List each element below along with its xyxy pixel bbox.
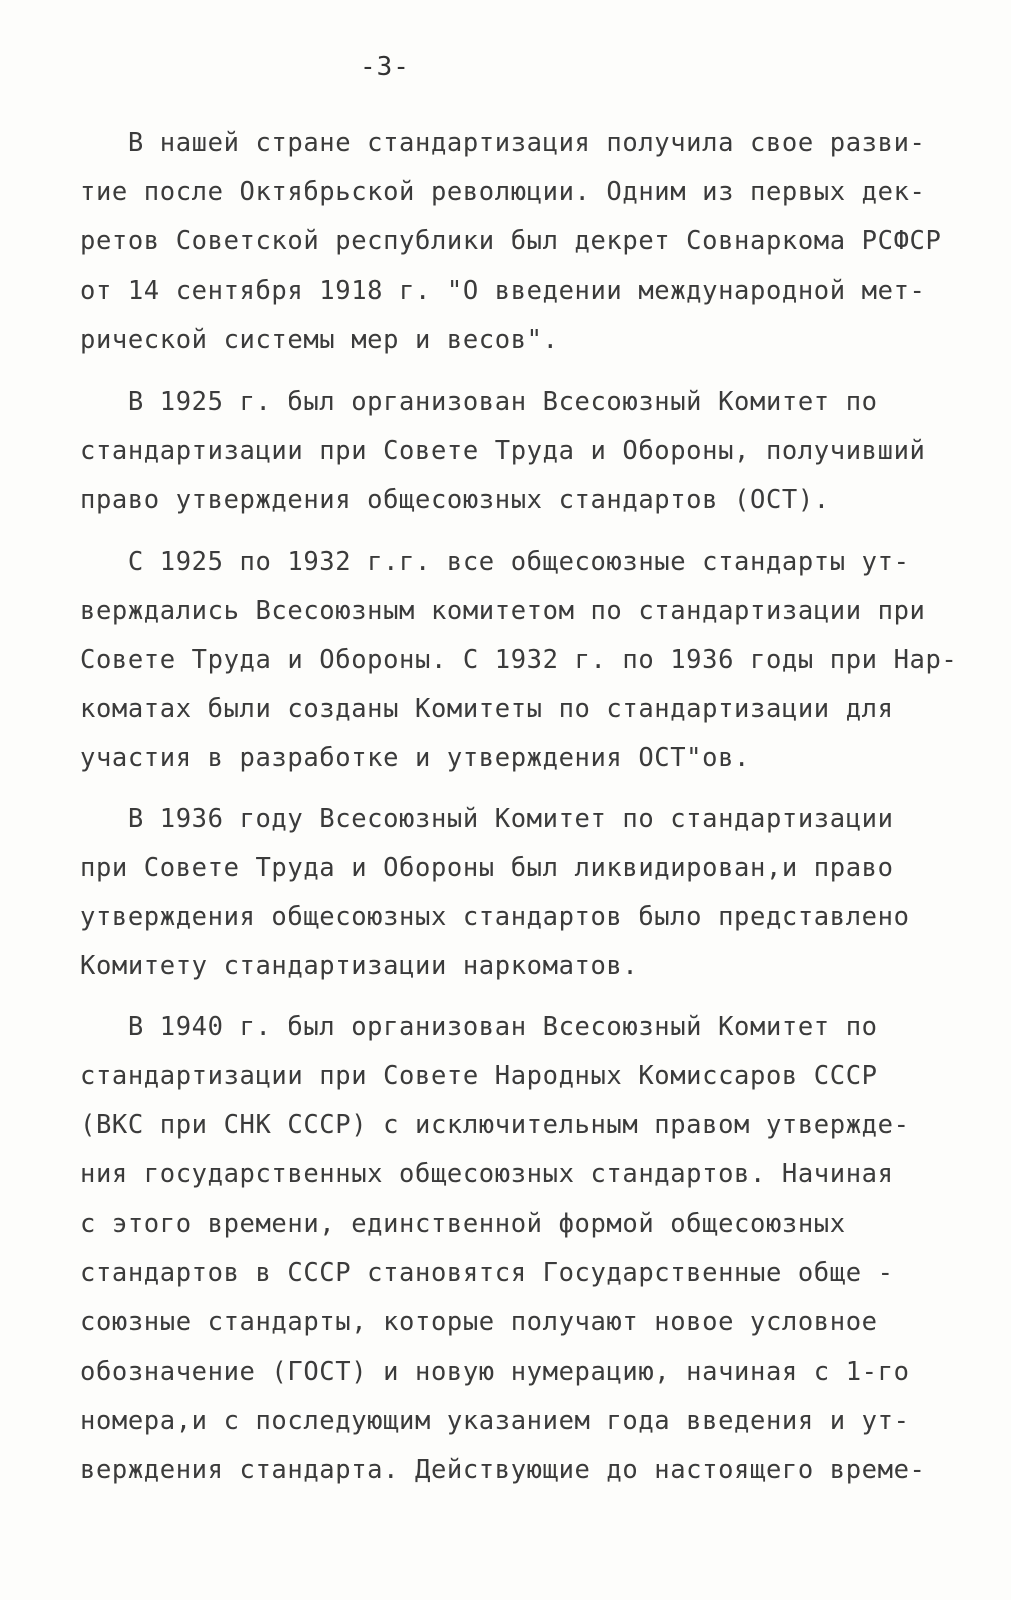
- text-line: от 14 сентября 1918 г. "О введении международной мет-: [80, 276, 926, 306]
- text-line: В нашей стране стандартизация получила свое разви-: [80, 128, 926, 158]
- text-line: С 1925 по 1932 г.г. все общесоюзные стандарты ут-: [80, 547, 910, 577]
- text-line: верждения стандарта. Действующие до настоящего време-: [80, 1455, 926, 1485]
- text-line: В 1925 г. был организован Всесоюзный Комитет по: [80, 387, 878, 417]
- text-line: утверждения общесоюзных стандартов было представлено: [80, 902, 910, 932]
- page-number: -3-: [360, 52, 410, 82]
- text-line: обозначение (ГОСТ) и новую нумерацию, начиная с 1-го: [80, 1357, 910, 1387]
- text-line: Совете Труда и Обороны. С 1932 г. по 1936 годы при Нар-: [80, 645, 958, 675]
- text-line: союзные стандарты, которые получают новое условное: [80, 1307, 878, 1337]
- text-line: (ВКС при СНК СССР) с исключительным правом утвержде-: [80, 1110, 910, 1140]
- text-line: тие после Октябрьской революции. Одним из первых дек-: [80, 177, 926, 207]
- text-line: стандартизации при Совете Труда и Обороны, получивший: [80, 436, 926, 466]
- text-line: верждались Всесоюзным комитетом по стандартизации при: [80, 596, 926, 626]
- text-line: ретов Советской республики был декрет Совнаркома РСФСР: [80, 226, 942, 256]
- text-line: В 1936 году Всесоюзный Комитет по стандартизации: [80, 804, 894, 834]
- text-line: стандартов в СССР становятся Государственные обще -: [80, 1258, 894, 1288]
- text-line: рической системы мер и весов".: [80, 325, 559, 355]
- text-line: с этого времени, единственной формой общесоюзных: [80, 1209, 846, 1239]
- text-line: Комитету стандартизации наркоматов.: [80, 951, 639, 981]
- text-line: право утверждения общесоюзных стандартов (ОСТ).: [80, 485, 830, 515]
- text-line: ния государственных общесоюзных стандартов. Начиная: [80, 1159, 894, 1189]
- text-line: при Совете Труда и Обороны был ликвидирован,и право: [80, 853, 894, 883]
- text-line: коматах были созданы Комитеты по стандартизации для: [80, 694, 894, 724]
- text-line: стандартизации при Совете Народных Комиссаров СССР: [80, 1061, 878, 1091]
- text-line: номера,и с последующим указанием года введения и ут-: [80, 1406, 910, 1436]
- text-line: участия в разработке и утверждения ОСТ"ов.: [80, 743, 750, 773]
- text-line: В 1940 г. был организован Всесоюзный Комитет по: [80, 1012, 878, 1042]
